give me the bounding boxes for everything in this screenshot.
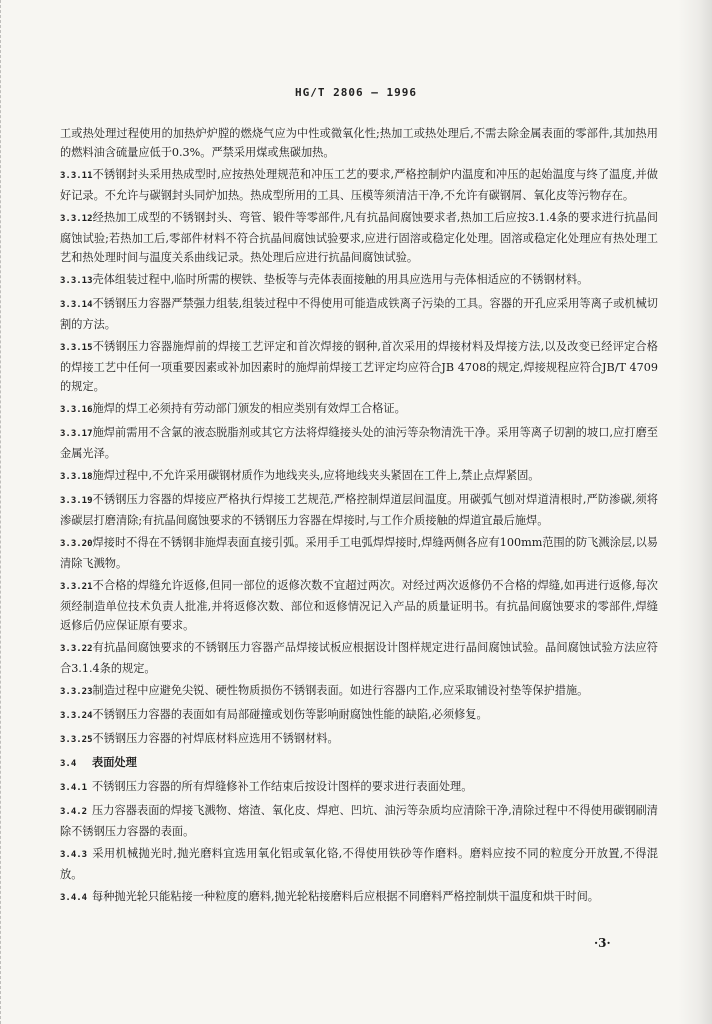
clause-text: 不锈钢压力容器的衬焊底材料应选用不锈钢材料。 — [92, 732, 339, 745]
section-heading — [60, 753, 658, 774]
clause-paragraph — [60, 399, 658, 420]
page-edge-left — [0, 0, 7, 1024]
page-number: ·3· — [594, 936, 611, 950]
clause-number: 3.4.1 — [60, 783, 88, 793]
clause-number: 3.3.23 — [60, 687, 93, 697]
clause-number: 3.3.16 — [60, 405, 93, 415]
clause-paragraph — [60, 638, 658, 678]
clause-paragraph — [60, 466, 658, 487]
clause-text: 压力容器表面的焊接飞溅物、熔渣、氧化皮、焊疤、凹坑、油污等杂质均应清除干净,清除过程中不得使用碳钢刷清除不锈钢压力容器的表面。 — [60, 804, 658, 838]
clause-text: 采用机械抛光时,抛光磨料宜选用氧化铝或氧化铬,不得使用铁砂等作磨料。磨料应按不同的粒度分开放置,不得混放。 — [60, 847, 658, 881]
clause-paragraph — [60, 801, 658, 841]
clause-number: 3.4.2 — [60, 807, 88, 817]
clause-number: 3.3.12 — [60, 214, 93, 224]
clause-paragraph — [60, 576, 658, 635]
clause-text: 焊接时不得在不锈钢非施焊表面直接引弧。采用手工电弧焊焊接时,焊缝两侧各应有100mm范围的防飞溅涂层,以易清除飞溅物。 — [60, 536, 658, 570]
clause-paragraph — [60, 844, 658, 884]
clause-text: 工或热处理过程使用的加热炉炉膛的燃烧气应为中性或微氧化性;热加工或热处理后,不需去除金属表面的零部件,其加热用的燃料油含硫量应低于0.3%。严禁采用煤或焦碳加热。 — [60, 127, 658, 159]
clause-number: 3.3.22 — [60, 644, 93, 654]
clause-paragraph — [60, 729, 658, 750]
clause-number: 3.3.20 — [60, 539, 93, 549]
clause-text: 每种抛光轮只能粘接一种粒度的磨料,抛光轮粘接磨料后应根据不同磨料严格控制烘干温度和烘干时间。 — [92, 890, 599, 903]
clause-number: 3.3.14 — [60, 300, 93, 310]
clause-text: 不锈钢压力容器施焊前的焊接工艺评定和首次焊接的钢种,首次采用的焊接材料及焊接方法,以及改变已经评定合格的焊接工艺中任何一项重要因素或补加因素时的施焊前焊接工艺评定均应符合JB 4708的规定,焊接规程应符合JB/T 4709的规定。 — [60, 340, 658, 393]
clause-paragraph — [60, 208, 658, 267]
clause-number: 3.4.3 — [60, 850, 88, 860]
clause-number: 3.3.11 — [60, 171, 93, 181]
clause-text: 壳体组装过程中,临时所需的楔铁、垫板等与壳体表面接触的用具应选用与壳体相适应的不锈钢材料。 — [92, 273, 589, 286]
clause-paragraph — [60, 294, 658, 334]
clause-number: 3.3.15 — [60, 343, 93, 353]
clause-number: 3.3.25 — [60, 735, 93, 745]
document-body — [60, 124, 658, 911]
clause-text: 施焊过程中,不允许采用碳钢材质作为地线夹头,应将地线夹头紧固在工件上,禁止点焊紧固。 — [92, 469, 540, 482]
clause-number: 3.3.21 — [60, 582, 93, 592]
document-header: HG/T 2806 — 1996 — [295, 86, 417, 99]
clause-paragraph — [60, 270, 658, 291]
clause-text: 制造过程中应避免尖锐、硬性物质损伤不锈钢表面。如进行容器内工作,应采取铺设衬垫等保护措施。 — [92, 684, 589, 697]
clause-number: 3.3.19 — [60, 496, 93, 506]
clause-paragraph — [60, 490, 658, 530]
clause-paragraph — [60, 681, 658, 702]
clause-text: 不锈钢压力容器严禁强力组装,组装过程中不得使用可能造成铁离子污染的工具。容器的开孔应采用等离子或机械切割的方法。 — [60, 297, 658, 331]
clause-text: 不锈钢封头采用热成型时,应按热处理规范和冲压工艺的要求,严格控制炉内温度和冲压的起始温度与终了温度,并做好记录。不允许与碳钢封头同炉加热。热成型所用的工具、压模等须清洁干净,不允许有碳钢屑、氧化皮等污物存在。 — [60, 168, 658, 202]
clause-text: 经热加工成型的不锈钢封头、弯管、锻件等零部件,凡有抗晶间腐蚀要求者,热加工后应按3.1.4条的要求进行抗晶间腐蚀试验;若热加工后,零部件材料不符合抗晶间腐蚀试验要求,应进行固溶或稳定化处理。固溶或稳定化处理应有热处理工艺和热处理时间与温度关系曲线记录。热处理后应进行抗晶间腐蚀试验。 — [60, 211, 658, 264]
clause-paragraph — [60, 777, 658, 798]
clause-paragraph — [60, 705, 658, 726]
clause-text: 不锈钢压力容器的焊接应严格执行焊接工艺规范,严格控制焊道层间温度。用碳弧气刨对焊道清根时,严防渗碳,须将渗碳层打磨清除;有抗晶间腐蚀要求的不锈钢压力容器在焊接时,与工作介质接触的焊道宜最后施焊。 — [60, 493, 658, 527]
clause-number: 3.3.13 — [60, 276, 93, 286]
clause-paragraph — [60, 337, 658, 396]
clause-text: 不锈钢压力容器的所有焊缝修补工作结束后按设计图样的要求进行表面处理。 — [92, 780, 473, 793]
clause-text: 施焊前需用不含氯的液态脱脂剂或其它方法将焊缝接头处的油污等杂物清洗干净。采用等离子切割的坡口,应打磨至金属光泽。 — [60, 426, 658, 460]
clause-paragraph — [60, 124, 658, 162]
clause-number: 3.4 — [60, 759, 77, 769]
clause-paragraph — [60, 165, 658, 205]
clause-number: 3.3.24 — [60, 711, 93, 721]
clause-paragraph — [60, 533, 658, 573]
clause-text: 不合格的焊缝允许返修,但同一部位的返修次数不宜超过两次。对经过两次返修仍不合格的焊缝,如再进行返修,每次须经制造单位技术负责人批准,并将返修次数、部位和返修情况记入产品的质量证明书。有抗晶间腐蚀要求的零部件,焊缝返修后仍应保证原有要求。 — [60, 579, 658, 632]
clause-text: 有抗晶间腐蚀要求的不锈钢压力容器产品焊接试板应根据设计图样规定进行晶间腐蚀试验。晶间腐蚀试验方法应符合3.1.4条的规定。 — [60, 641, 658, 675]
clause-number: 3.4.4 — [60, 893, 88, 903]
clause-text: 施焊的焊工必须持有劳动部门颁发的相应类别有效焊工合格证。 — [92, 402, 406, 415]
clause-paragraph — [60, 423, 658, 463]
page-edge-shadow — [678, 0, 712, 1024]
clause-number: 3.3.17 — [60, 429, 93, 439]
clause-paragraph — [60, 887, 658, 908]
clause-text: 不锈钢压力容器的表面如有局部碰撞或划伤等影响耐腐蚀性能的缺陷,必须修复。 — [92, 708, 488, 721]
clause-number: 3.3.18 — [60, 472, 93, 482]
clause-text: 表面处理 — [92, 755, 137, 769]
